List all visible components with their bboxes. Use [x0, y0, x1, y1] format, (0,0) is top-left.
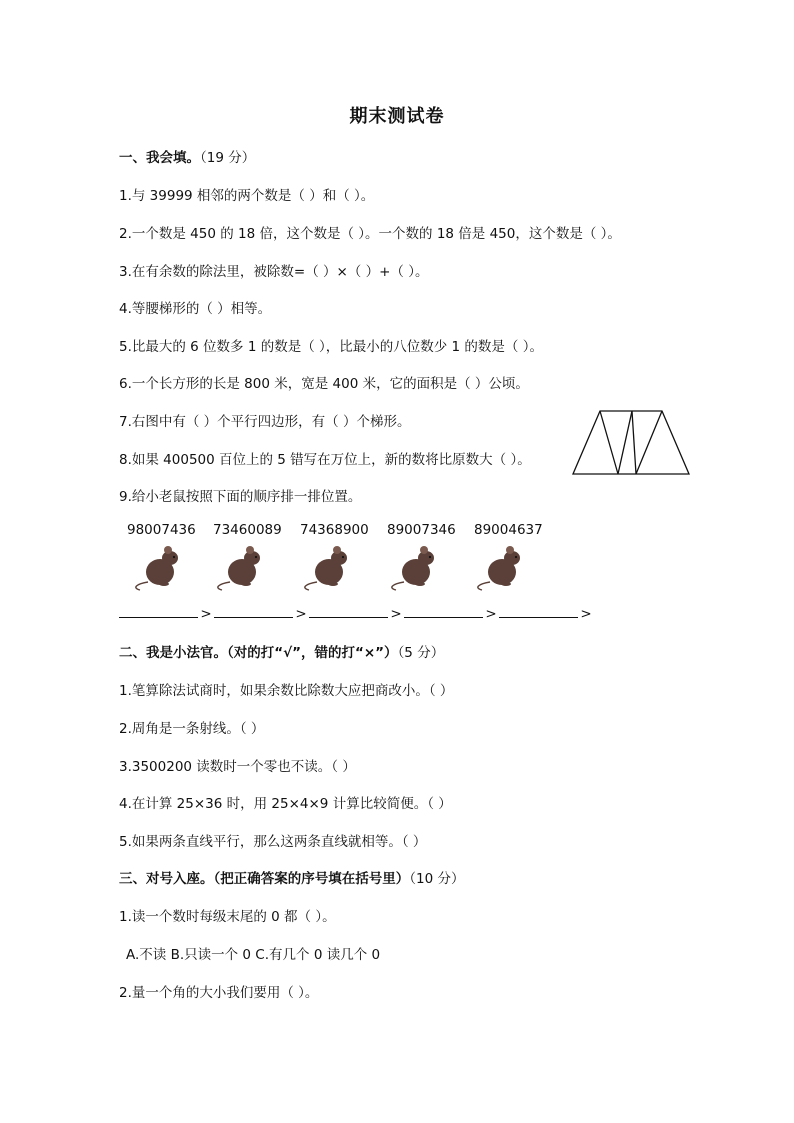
- greater-than-sign: >: [200, 606, 212, 622]
- section-2-points: （5 分）: [397, 645, 445, 661]
- order-blank-1[interactable]: [119, 603, 198, 618]
- question-1-3: 3.在有余数的除法里，被除数=（ ）×（ ）+（ ）。: [119, 264, 429, 280]
- section-3-heading: [119, 869, 464, 889]
- question-2-3: 3.3500200 读数时一个零也不读。（ ）: [119, 759, 356, 775]
- greater-than-sign: >: [580, 606, 592, 622]
- mouse-number-5: 89004637: [474, 522, 543, 538]
- question-3-1: 1.读一个数时每级末尾的 0 都（ ）。: [119, 909, 336, 925]
- page-title: 期末测试卷: [349, 106, 445, 127]
- question-2-2: 2.周角是一条射线。（ ）: [119, 721, 265, 737]
- section-1-label: 一、我会填。: [119, 150, 200, 166]
- section-1-points: （19 分）: [200, 150, 256, 166]
- order-blank-4[interactable]: [404, 603, 483, 618]
- mouse-number-2: 73460089: [213, 522, 282, 538]
- order-blanks: [119, 603, 594, 622]
- question-2-4: 4.在计算 25×36 时，用 25×4×9 计算比较简便。（ ）: [119, 796, 452, 812]
- question-1-2: 2.一个数是 450 的 18 倍，这个数是（ ）。一个数的 18 倍是 450，这个数是（ ）。: [119, 226, 621, 242]
- mouse-number-1: 98007436: [127, 522, 196, 538]
- question-3-1-options: A.不读 B.只读一个 0 C.有几个 0 读几个 0: [126, 947, 381, 963]
- mouse-icon: [384, 540, 448, 592]
- section-3-label: 三、对号入座。（把正确答案的序号填在括号里）: [119, 871, 410, 887]
- section-2-label: 二、我是小法官。（对的打“√”，错的打“×”）: [119, 645, 398, 661]
- question-1-9: 9.给小老鼠按照下面的顺序排一排位置。: [119, 489, 362, 505]
- question-1-7: 7.右图中有（ ）个平行四边形，有（ ）个梯形。: [119, 414, 411, 430]
- mouse-icon: [128, 540, 192, 592]
- mouse-icon: [210, 540, 274, 592]
- greater-than-sign: >: [295, 606, 307, 622]
- section-3-points: （10 分）: [409, 871, 465, 887]
- question-1-8: 8.如果 400500 百位上的 5 错写在万位上，新的数将比原数大（ ）。: [119, 452, 531, 468]
- question-3-2: 2.量一个角的大小我们要用（ ）。: [119, 985, 319, 1001]
- greater-than-sign: >: [485, 606, 497, 622]
- section-1-heading: [119, 148, 255, 168]
- order-blank-5[interactable]: [499, 603, 578, 618]
- question-1-5: 5.比最大的 6 位数多 1 的数是（ ），比最小的八位数少 1 的数是（ ）。: [119, 339, 543, 355]
- section-2-heading: [119, 643, 444, 663]
- question-2-1: 1.笔算除法试商时，如果余数比除数大应把商改小。（ ）: [119, 683, 454, 699]
- mouse-number-4: 89007346: [387, 522, 456, 538]
- mouse-icon: [297, 540, 361, 592]
- greater-than-sign: >: [390, 606, 402, 622]
- mouse-number-3: 74368900: [300, 522, 369, 538]
- question-1-6: 6.一个长方形的长是 800 米，宽是 400 米，它的面积是（ ）公顷。: [119, 376, 529, 392]
- question-1-4: 4.等腰梯形的（ ）相等。: [119, 301, 272, 317]
- question-2-5: 5.如果两条直线平行，那么这两条直线就相等。（ ）: [119, 834, 427, 850]
- order-blank-2[interactable]: [214, 603, 293, 618]
- mouse-icon: [470, 540, 534, 592]
- question-1-1: 1.与 39999 相邻的两个数是（ ）和（ ）。: [119, 188, 375, 204]
- order-blank-3[interactable]: [309, 603, 388, 618]
- trapezoid-figure: [570, 408, 692, 478]
